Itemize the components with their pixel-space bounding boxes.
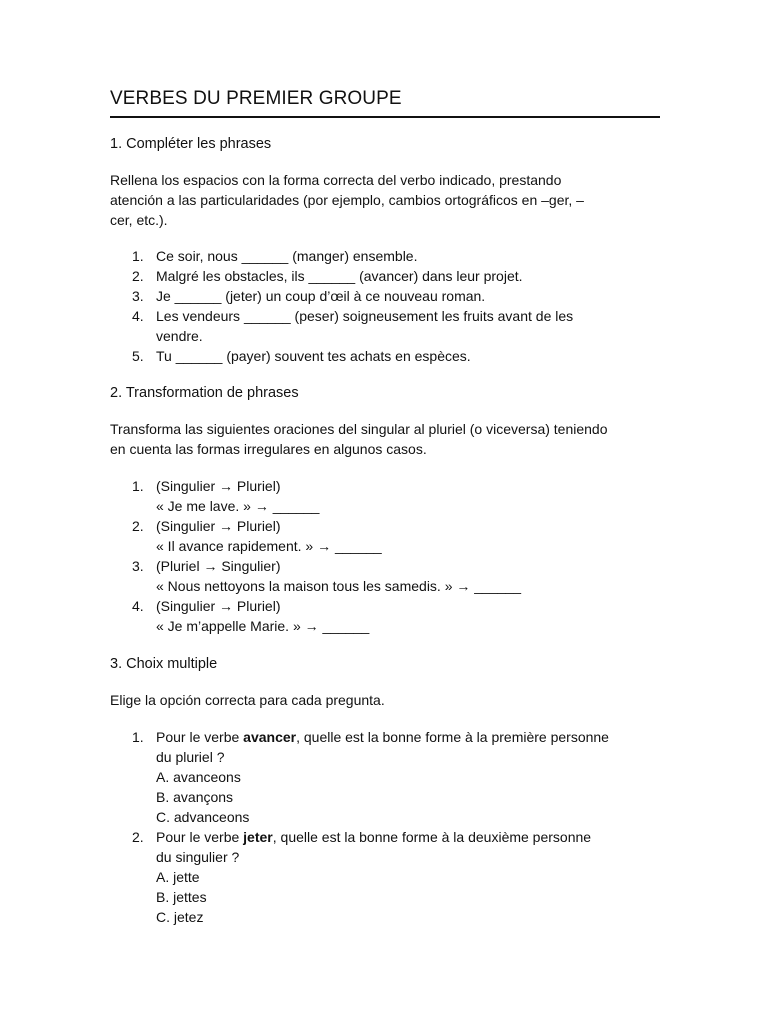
item-sentence: « Je m’appelle Marie. » → ______: [156, 618, 370, 634]
instructions-line: Rellena los espacios con la forma correcta del verbo indicado, prestando: [110, 172, 562, 188]
list-item: [110, 286, 660, 306]
list-item: [110, 476, 660, 516]
instructions-line: cer, etc.).: [110, 212, 168, 228]
exercise-list: [110, 476, 660, 636]
question-text: Pour le verbe: [156, 729, 244, 745]
highlighted-verb: jeter: [243, 829, 273, 845]
item-number: 2.: [132, 268, 144, 284]
list-item: [110, 346, 660, 366]
item-direction: (Pluriel → Singulier): [156, 558, 281, 574]
item-number: 2.: [132, 518, 144, 534]
question-text-continued: du pluriel ?: [156, 749, 225, 765]
item-number: 4.: [132, 308, 144, 324]
list-item: [110, 266, 660, 286]
item-text-continued: vendre.: [156, 328, 203, 344]
question-text: , quelle est la bonne forme à la première personne: [296, 729, 609, 745]
question-item: [110, 827, 660, 927]
item-sentence: « Je me lave. » → ______: [156, 498, 320, 514]
answer-option: C. jetez: [156, 909, 204, 925]
instructions-line: Transforma las siguientes oraciones del singular al pluriel (o viceversa) teniendo: [110, 421, 608, 437]
item-text: Malgré les obstacles, ils ______ (avancer) dans leur projet.: [156, 268, 523, 284]
list-item: [110, 556, 660, 596]
answer-option: A. jette: [156, 869, 200, 885]
list-item: [110, 246, 660, 266]
section-instructions: [110, 170, 660, 230]
question-text-continued: du singulier ?: [156, 849, 240, 865]
item-number: 5.: [132, 348, 144, 364]
answer-option: B. jettes: [156, 889, 207, 905]
item-number: 1.: [132, 729, 144, 745]
item-text: Tu ______ (payer) souvent tes achats en espèces.: [156, 348, 471, 364]
answer-option: A. avanceons: [156, 769, 241, 785]
question-text: , quelle est la bonne forme à la deuxième personne: [272, 829, 592, 845]
item-number: 1.: [132, 478, 144, 494]
list-item: [110, 596, 660, 636]
question-list: [110, 727, 660, 927]
question-item: [110, 727, 660, 827]
item-direction: (Singulier → Pluriel): [156, 478, 281, 494]
section-multiple-choice: [110, 654, 660, 674]
section-transformation: [110, 383, 660, 403]
item-text: Je ______ (jeter) un coup d’œil à ce nouveau roman.: [156, 288, 486, 304]
item-direction: (Singulier → Pluriel): [156, 518, 281, 534]
section-instructions: [110, 690, 660, 710]
answer-option: C. advanceons: [156, 809, 250, 825]
item-sentence: « Nous nettoyons la maison tous les samedis. » → ______: [156, 578, 521, 594]
exercise-list: [110, 246, 660, 366]
section-heading: 2. Transformation de phrases: [110, 385, 299, 401]
item-number: 3.: [132, 288, 144, 304]
item-direction: (Singulier → Pluriel): [156, 598, 281, 614]
highlighted-verb: avancer: [243, 729, 297, 745]
question-text: Pour le verbe: [156, 829, 244, 845]
instructions-line: en cuenta las formas irregulares en algunos casos.: [110, 441, 427, 457]
item-sentence: « Il avance rapidement. » → ______: [156, 538, 382, 554]
instructions-line: atención a las particularidades (por ejemplo, cambios ortográficos en –ger, –: [110, 192, 584, 208]
item-number: 4.: [132, 598, 144, 614]
list-item: [110, 306, 660, 346]
item-text: Les vendeurs ______ (peser) soigneusement les fruits avant de les: [156, 308, 574, 324]
section-heading: 3. Choix multiple: [110, 656, 218, 672]
instructions-line: Elige la opción correcta para cada pregunta.: [110, 692, 385, 708]
list-item: [110, 516, 660, 556]
item-number: 3.: [132, 558, 144, 574]
item-number: 2.: [132, 829, 144, 845]
section-instructions: [110, 419, 660, 459]
item-number: 1.: [132, 248, 144, 264]
answer-option: B. avançons: [156, 789, 234, 805]
section-complete-sentences: [110, 134, 660, 154]
section-heading: 1. Compléter les phrases: [110, 136, 272, 152]
page-title: VERBES DU PREMIER GROUPE: [110, 88, 660, 118]
item-text: Ce soir, nous ______ (manger) ensemble.: [156, 248, 418, 264]
